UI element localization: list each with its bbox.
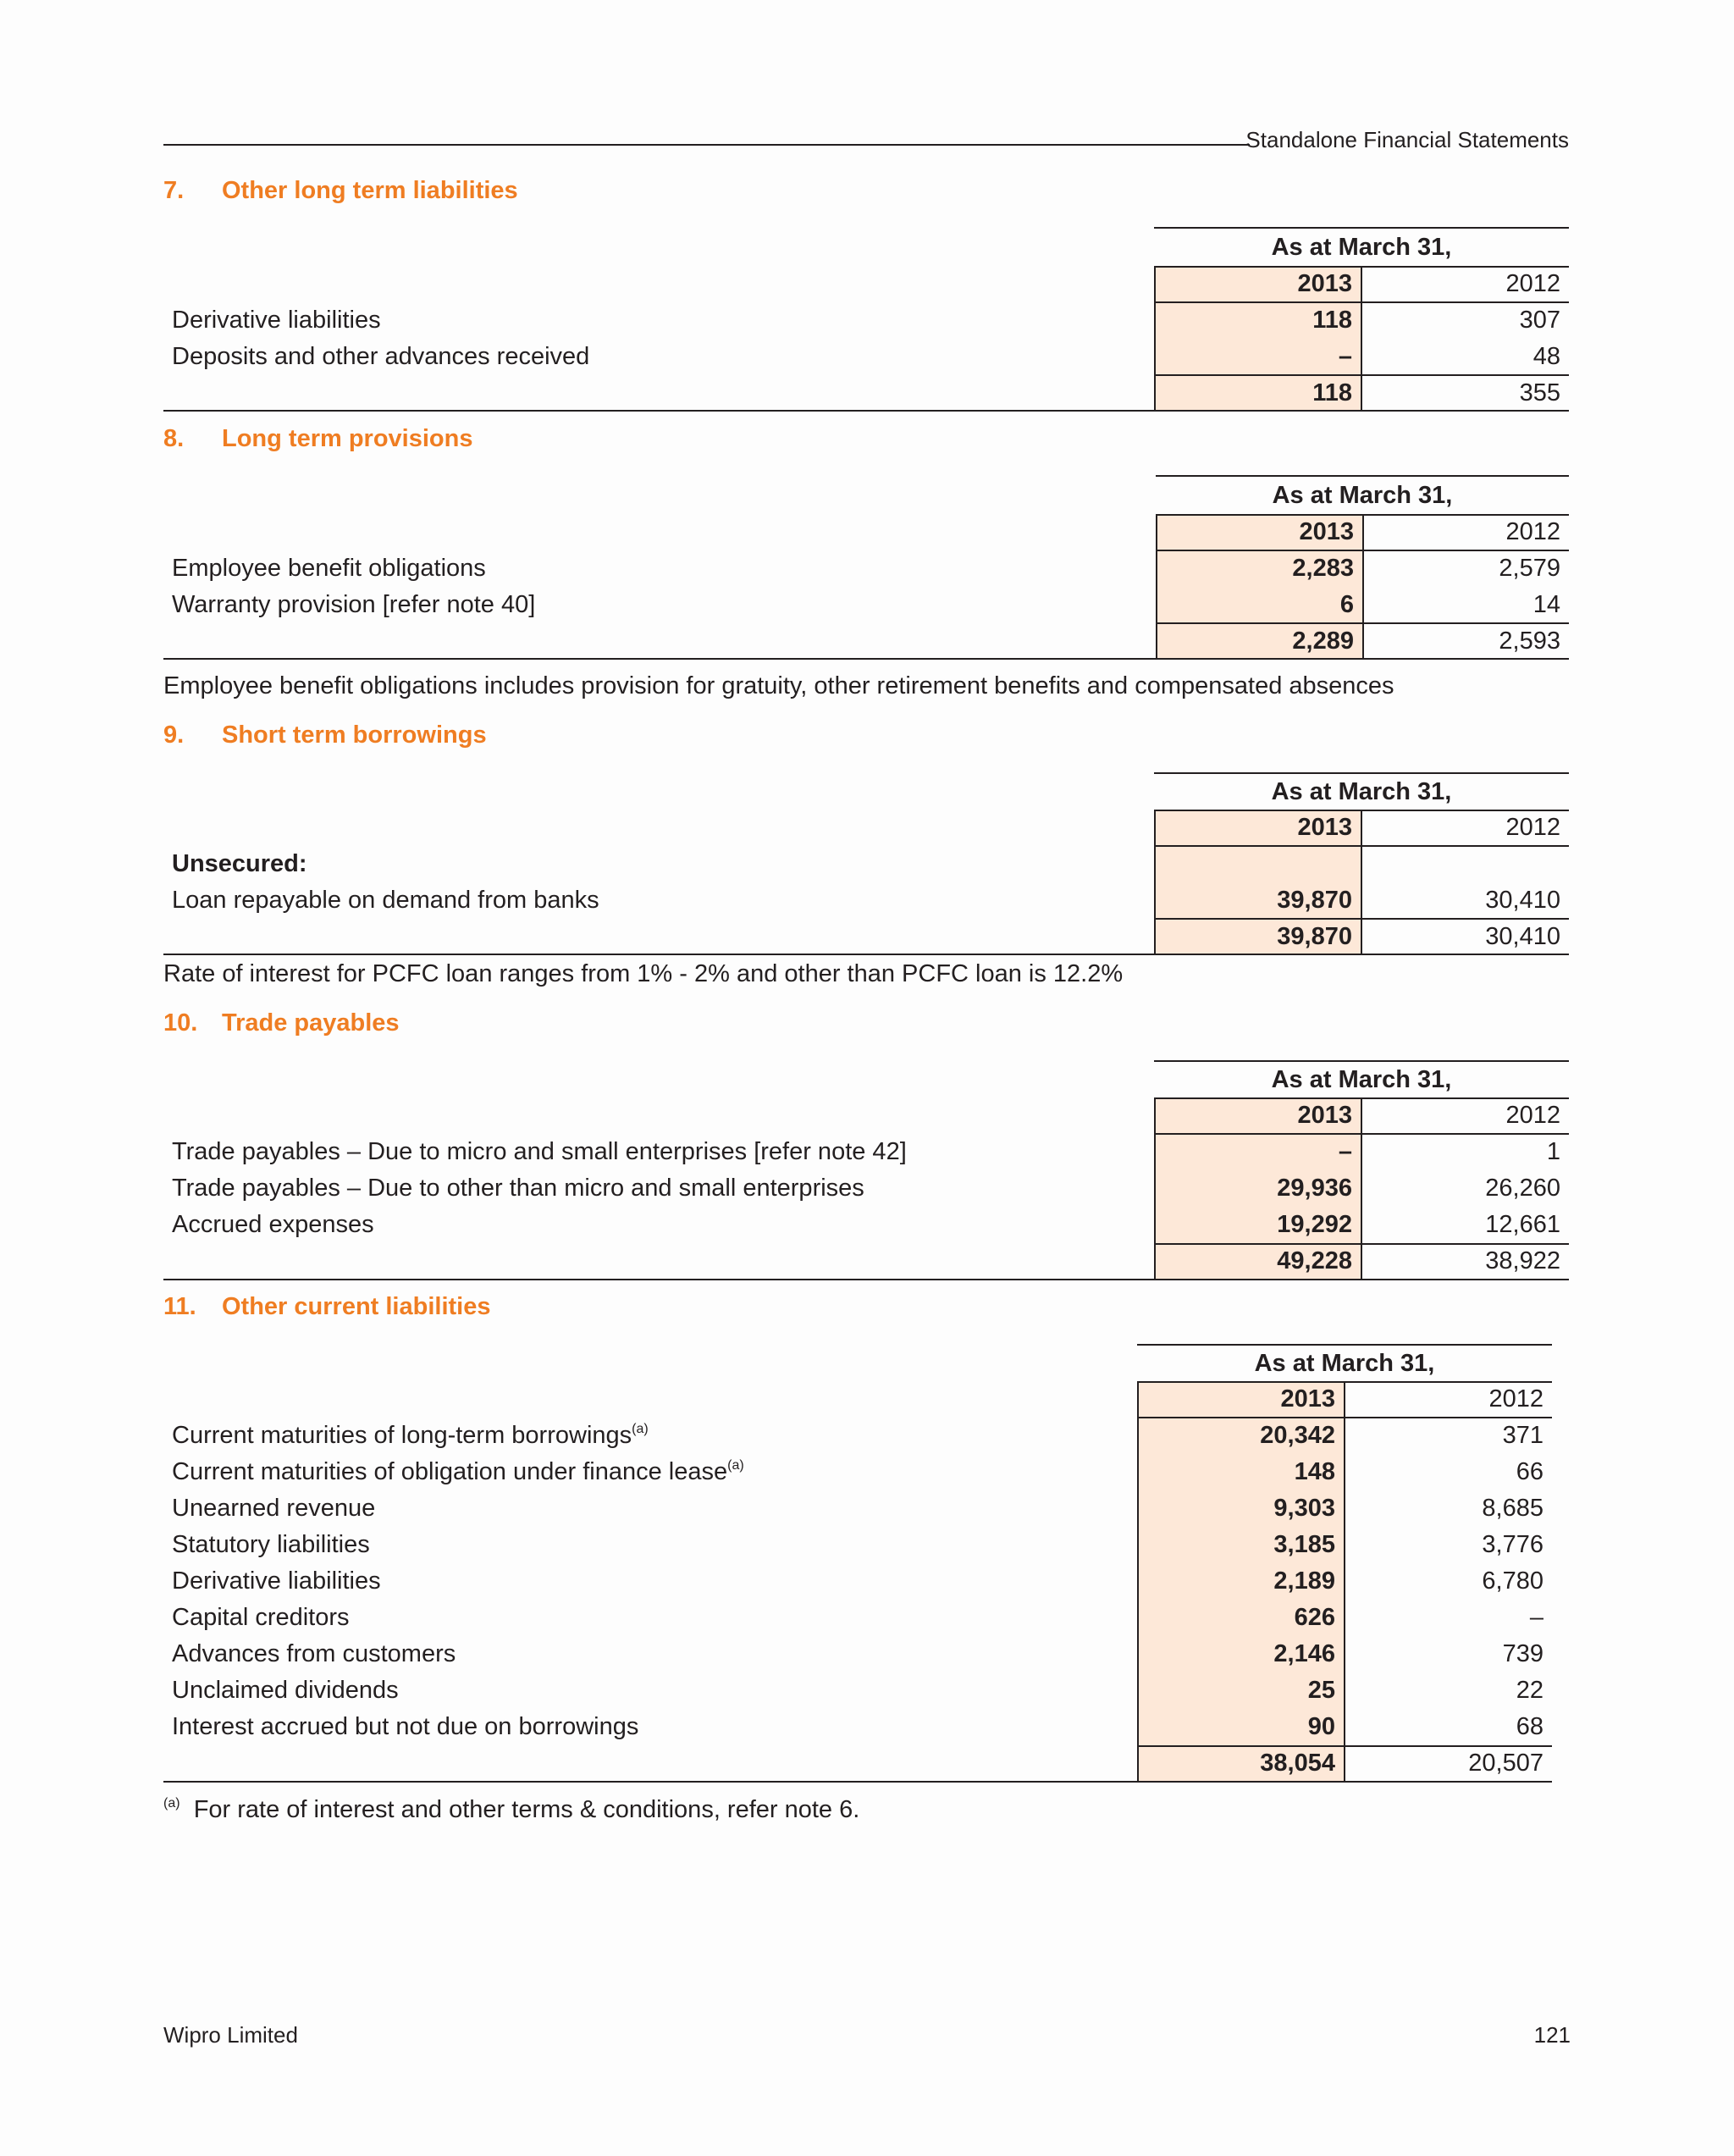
row-value-2012: 1 xyxy=(1546,1138,1560,1165)
table-long-term-provisions xyxy=(163,475,1569,660)
footnote-marker: (a) xyxy=(727,1458,744,1473)
as-at-header: As at March 31, xyxy=(1254,1350,1435,1377)
row-value-2012: 12,661 xyxy=(1485,1211,1560,1238)
row-value-2012: 739 xyxy=(1502,1640,1543,1667)
year-2013: 2013 xyxy=(1280,1385,1335,1412)
row-value-2012: 3,776 xyxy=(1482,1531,1543,1558)
total-2013: 39,870 xyxy=(1277,923,1352,950)
section-title: Trade payables xyxy=(222,1009,400,1037)
row-value-2013: – xyxy=(1338,1138,1352,1165)
subheading-unsecured: Unsecured: xyxy=(172,850,307,877)
row-value-2012: 66 xyxy=(1516,1458,1543,1485)
year-2012: 2012 xyxy=(1488,1385,1543,1412)
row-label: Employee benefit obligations xyxy=(172,555,486,582)
footnote-text: For rate of interest and other terms & conditions, refer note 6. xyxy=(193,1796,860,1823)
table-other-current-liabilities xyxy=(163,1344,1552,1784)
year-2013: 2013 xyxy=(1299,518,1354,545)
row-label: Warranty provision [refer note 40] xyxy=(172,591,536,618)
section-title: Short term borrowings xyxy=(222,721,487,749)
row-value-2013: 6 xyxy=(1339,591,1354,618)
table-top-rule xyxy=(1156,475,1569,477)
row-value-2012: 26,260 xyxy=(1485,1175,1560,1202)
footnote-marker: (a) xyxy=(163,1796,180,1810)
row-value-2012: 6,780 xyxy=(1482,1567,1543,1595)
row-value-2013: 118 xyxy=(1312,307,1352,334)
section-number: 10. xyxy=(163,1009,198,1037)
row-label: Unclaimed dividends xyxy=(172,1677,399,1704)
year-2013: 2013 xyxy=(1297,814,1352,841)
section-number: 9. xyxy=(163,721,185,749)
row-value-2012: 48 xyxy=(1532,343,1560,370)
section-number: 7. xyxy=(163,177,185,204)
row-label-text: Current maturities of obligation under finance lease xyxy=(172,1458,728,1485)
year-2012: 2012 xyxy=(1505,814,1560,841)
as-at-header: As at March 31, xyxy=(1271,778,1452,805)
row-label: Advances from customers xyxy=(172,1640,456,1667)
total-2013: 2,289 xyxy=(1292,627,1354,655)
header-title: Standalone Financial Statements xyxy=(1245,127,1569,152)
total-2013: 38,054 xyxy=(1260,1750,1335,1777)
section-10-heading xyxy=(163,1009,400,1037)
section-9-heading xyxy=(163,721,487,749)
section-7-heading xyxy=(163,176,518,205)
row-value-2012: 2,579 xyxy=(1499,555,1560,582)
row-value-2012: 68 xyxy=(1516,1713,1543,1740)
row-value-2013: 20,342 xyxy=(1260,1422,1335,1449)
row-value-2013: 2,189 xyxy=(1273,1567,1335,1595)
row-label-text: Current maturities of long-term borrowings xyxy=(172,1422,632,1449)
row-label: Derivative liabilities xyxy=(172,1567,381,1595)
section-8-heading xyxy=(163,424,472,453)
row-value-2012: 22 xyxy=(1516,1677,1543,1704)
note-text: Rate of interest for PCFC loan ranges from 1% - 2% and other than PCFC loan is 12.2% xyxy=(163,960,1124,987)
footnote-marker: (a) xyxy=(632,1422,649,1436)
row-value-2013: 2,283 xyxy=(1292,555,1354,582)
year-2012: 2012 xyxy=(1505,270,1560,297)
row-value-2013: 39,870 xyxy=(1277,887,1352,914)
row-label: Trade payables – Due to other than micro and small enterprises xyxy=(172,1175,864,1202)
row-value-2012: 14 xyxy=(1532,591,1560,618)
section-11-heading xyxy=(163,1292,490,1321)
row-label: Unearned revenue xyxy=(172,1495,376,1522)
section-title: Long term provisions xyxy=(222,425,473,452)
footer-company: Wipro Limited xyxy=(163,2022,298,2048)
year-2013: 2013 xyxy=(1297,1102,1352,1129)
row-value-2012: – xyxy=(1529,1604,1543,1631)
table-top-rule xyxy=(1154,227,1569,229)
row-label: Capital creditors xyxy=(172,1604,350,1631)
total-2012: 30,410 xyxy=(1485,923,1560,950)
row-value-2012: 8,685 xyxy=(1482,1495,1543,1522)
page-number: 121 xyxy=(1533,2022,1571,2048)
row-label: Interest accrued but not due on borrowings xyxy=(172,1713,639,1740)
row-label xyxy=(172,1454,744,1490)
table-bottom-rule xyxy=(163,1781,1552,1783)
footnote xyxy=(163,1795,859,1824)
header-rule xyxy=(163,144,1250,146)
section-title: Other current liabilities xyxy=(222,1293,491,1320)
as-at-header: As at March 31, xyxy=(1271,1066,1452,1093)
row-value-2013: – xyxy=(1338,343,1352,370)
row-value-2013: 19,292 xyxy=(1277,1211,1352,1238)
total-2013: 49,228 xyxy=(1277,1247,1352,1274)
table-trade-payables xyxy=(163,1060,1569,1282)
row-value-2013: 9,303 xyxy=(1273,1495,1335,1522)
table-short-term-borrowings xyxy=(163,772,1569,957)
row-label xyxy=(172,1418,649,1454)
row-value-2013: 90 xyxy=(1307,1713,1335,1740)
as-at-header: As at March 31, xyxy=(1272,482,1453,509)
table-other-long-term-liabilities xyxy=(163,227,1569,412)
row-value-2013: 25 xyxy=(1307,1677,1335,1704)
row-value-2012: 30,410 xyxy=(1485,887,1560,914)
section-title: Other long term liabilities xyxy=(222,177,518,204)
year-2012: 2012 xyxy=(1505,518,1560,545)
row-label: Trade payables – Due to micro and small enterprises [refer note 42] xyxy=(172,1138,907,1165)
row-label: Accrued expenses xyxy=(172,1211,374,1238)
row-label: Derivative liabilities xyxy=(172,307,381,334)
row-value-2013: 626 xyxy=(1294,1604,1335,1631)
row-value-2013: 148 xyxy=(1294,1458,1335,1485)
total-2012: 355 xyxy=(1519,379,1560,406)
table-bottom-rule xyxy=(163,410,1569,412)
section-number: 8. xyxy=(163,425,185,452)
year-2013: 2013 xyxy=(1297,270,1352,297)
row-value-2013: 2,146 xyxy=(1273,1640,1335,1667)
row-value-2013: 29,936 xyxy=(1277,1175,1352,1202)
row-label: Statutory liabilities xyxy=(172,1531,370,1558)
section-number: 11. xyxy=(163,1293,196,1320)
row-label: Deposits and other advances received xyxy=(172,343,590,370)
table-bottom-rule xyxy=(163,954,1569,955)
note-text: Employee benefit obligations includes provision for gratuity, other retirement benefits and compensated absences xyxy=(163,672,1394,699)
as-at-header: As at March 31, xyxy=(1271,234,1452,261)
total-2013: 118 xyxy=(1312,379,1352,406)
total-2012: 20,507 xyxy=(1468,1750,1543,1777)
table-bottom-rule xyxy=(163,1279,1569,1280)
table-bottom-rule xyxy=(163,658,1569,660)
total-2012: 2,593 xyxy=(1499,627,1560,655)
row-label: Loan repayable on demand from banks xyxy=(172,887,599,914)
year-2012: 2012 xyxy=(1505,1102,1560,1129)
row-value-2012: 307 xyxy=(1519,307,1560,334)
page-header xyxy=(163,124,1569,152)
row-value-2012: 371 xyxy=(1502,1422,1543,1449)
total-2012: 38,922 xyxy=(1485,1247,1560,1274)
row-value-2013: 3,185 xyxy=(1273,1531,1335,1558)
